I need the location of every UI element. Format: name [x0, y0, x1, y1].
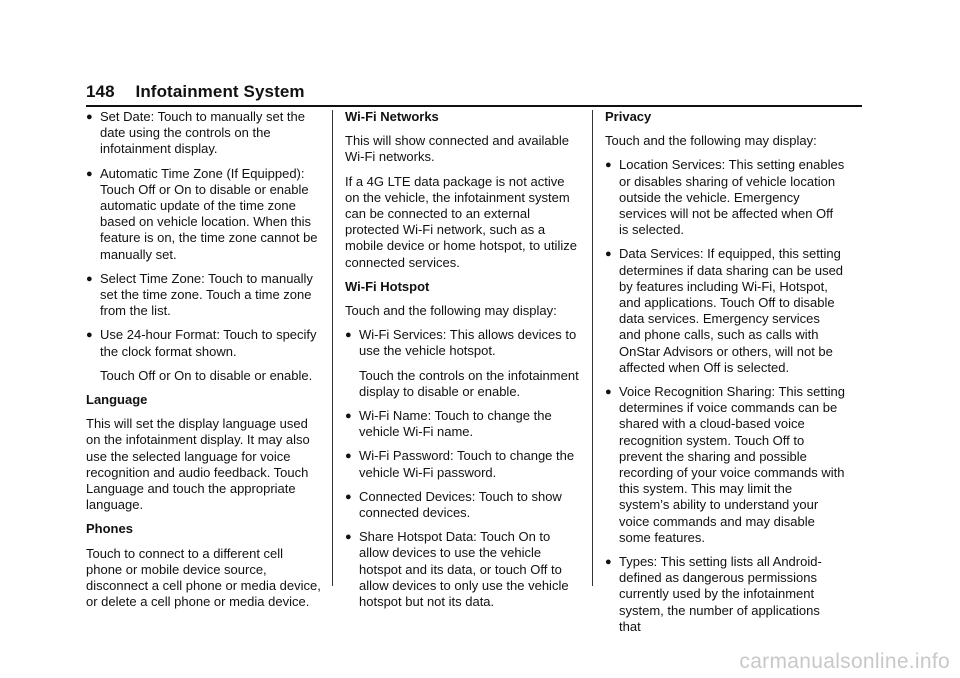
- list-item: ● Wi-Fi Password: Touch to change the vehicle Wi-Fi password.: [345, 448, 575, 480]
- bullet-icon: ●: [605, 556, 612, 569]
- list-item: ● Select Time Zone: Touch to manually set the time zone. Touch a time zone from the list.: [86, 270, 313, 319]
- bullet-icon: ●: [345, 450, 352, 463]
- watermark: carmanualsonline.info: [739, 650, 950, 673]
- language-text: This will set the display language used on the infotainment display. It may also use the selected language for voice recognition and audio feedback. Touch Language and touch the appropriate language.: [86, 416, 310, 513]
- wifi-services-list: [345, 327, 581, 359]
- bullet-icon: ●: [605, 159, 612, 172]
- page-header: [86, 82, 305, 102]
- phones-text: Touch to connect to a different cell phone or mobile device source, disconnect a cell phone or media device, or delete a cell phone or media device.: [86, 545, 321, 610]
- bullet-icon: ●: [345, 531, 352, 544]
- list-item: ● Share Hotspot Data: Touch On to allow devices to use the vehicle hotspot and its data, or touch Off to allow devices to only use the vehicle hotspot but not its data.: [345, 529, 569, 610]
- bullet-icon: ●: [86, 329, 93, 342]
- column-divider-1: [332, 110, 333, 586]
- bullet-icon: ●: [86, 167, 93, 180]
- privacy-intro: Touch and the following may display:: [605, 133, 817, 149]
- list-item: ● Types: This setting lists all Android-defined as dangerous permissions currently used by the infotainment system, the number of applications that: [605, 554, 822, 634]
- wifi-lte-text: If a 4G LTE data package is not active on the vehicle, the infotainment system can be connected to an external protected Wi-Fi network, such as a mobile device or home hotspot, to utilize connected services.: [345, 173, 577, 270]
- wifi-networks-text: This will show connected and available Wi-Fi networks.: [345, 133, 570, 165]
- column-2: [345, 109, 581, 618]
- bullet-icon: ●: [345, 410, 352, 423]
- list-item: ● Data Services: If equipped, this setting determines if data sharing can be used by features including Wi-Fi, Hotspot, and applications. Touch Off to disable data services. Emergency services and phone calls, such as calls with OnStar Advisors or others, will not be affected when Off is selected.: [605, 246, 844, 375]
- list-item: ● Location Services: This setting enables or disables sharing of vehicle location outside the vehicle. Emergency services will not be affected when Off is selected.: [605, 157, 845, 238]
- section-title: Infotainment System: [135, 82, 305, 101]
- privacy-heading: Privacy: [605, 109, 652, 124]
- wifi-hotspot-heading: Wi-Fi Hotspot: [345, 278, 430, 294]
- list-item: ● Use 24-hour Format: Touch to specify the clock format shown.: [86, 327, 317, 359]
- privacy-list: [605, 157, 845, 635]
- bullet-icon: ●: [605, 248, 612, 261]
- page-number: 148: [86, 82, 115, 101]
- wifi-networks-heading: Wi-Fi Networks: [345, 109, 439, 124]
- list-item: ● Wi-Fi Services: This allows devices to use the vehicle hotspot.: [345, 327, 577, 359]
- bullet-icon: ●: [86, 272, 93, 285]
- column-divider-2: [592, 110, 593, 586]
- time-settings-list: [86, 109, 322, 360]
- header-rule: [86, 105, 862, 107]
- phones-heading: Phones: [86, 521, 133, 537]
- list-item: ● Connected Devices: Touch to show connected devices.: [345, 488, 562, 521]
- bullet-icon: ●: [345, 329, 352, 342]
- column-1: [86, 109, 322, 618]
- list-item: ● Voice Recognition Sharing: This setting determines if voice commands can be shared with a cloud-based voice recognition system. Touch Off to prevent the sharing and possible recording of your voice commands with this system. This may limit the system’s ability to understand your voice commands and may disable some features.: [605, 384, 845, 545]
- hotspot-options-list: [345, 408, 581, 610]
- wifi-services-note: Touch the controls on the infotainment display to disable or enable.: [359, 367, 579, 399]
- list-item: ● Wi-Fi Name: Touch to change the vehicle Wi-Fi name.: [345, 408, 552, 440]
- wifi-hotspot-intro: Touch and the following may display:: [345, 303, 557, 319]
- column-3: [605, 109, 845, 643]
- list-item: ● Set Date: Touch to manually set the date using the controls on the infotainment display.: [86, 109, 305, 157]
- bullet-icon: ●: [605, 386, 612, 399]
- list-item: ● Automatic Time Zone (If Equipped): Touch Off or On to disable or enable automatic update of the time zone based on vehicle location. When this feature is on, the time zone cannot be manually set.: [86, 165, 318, 262]
- language-heading: Language: [86, 392, 148, 408]
- bullet-icon: ●: [86, 111, 93, 123]
- bullet-icon: ●: [345, 490, 352, 503]
- clock-format-note: Touch Off or On to disable or enable.: [100, 367, 313, 383]
